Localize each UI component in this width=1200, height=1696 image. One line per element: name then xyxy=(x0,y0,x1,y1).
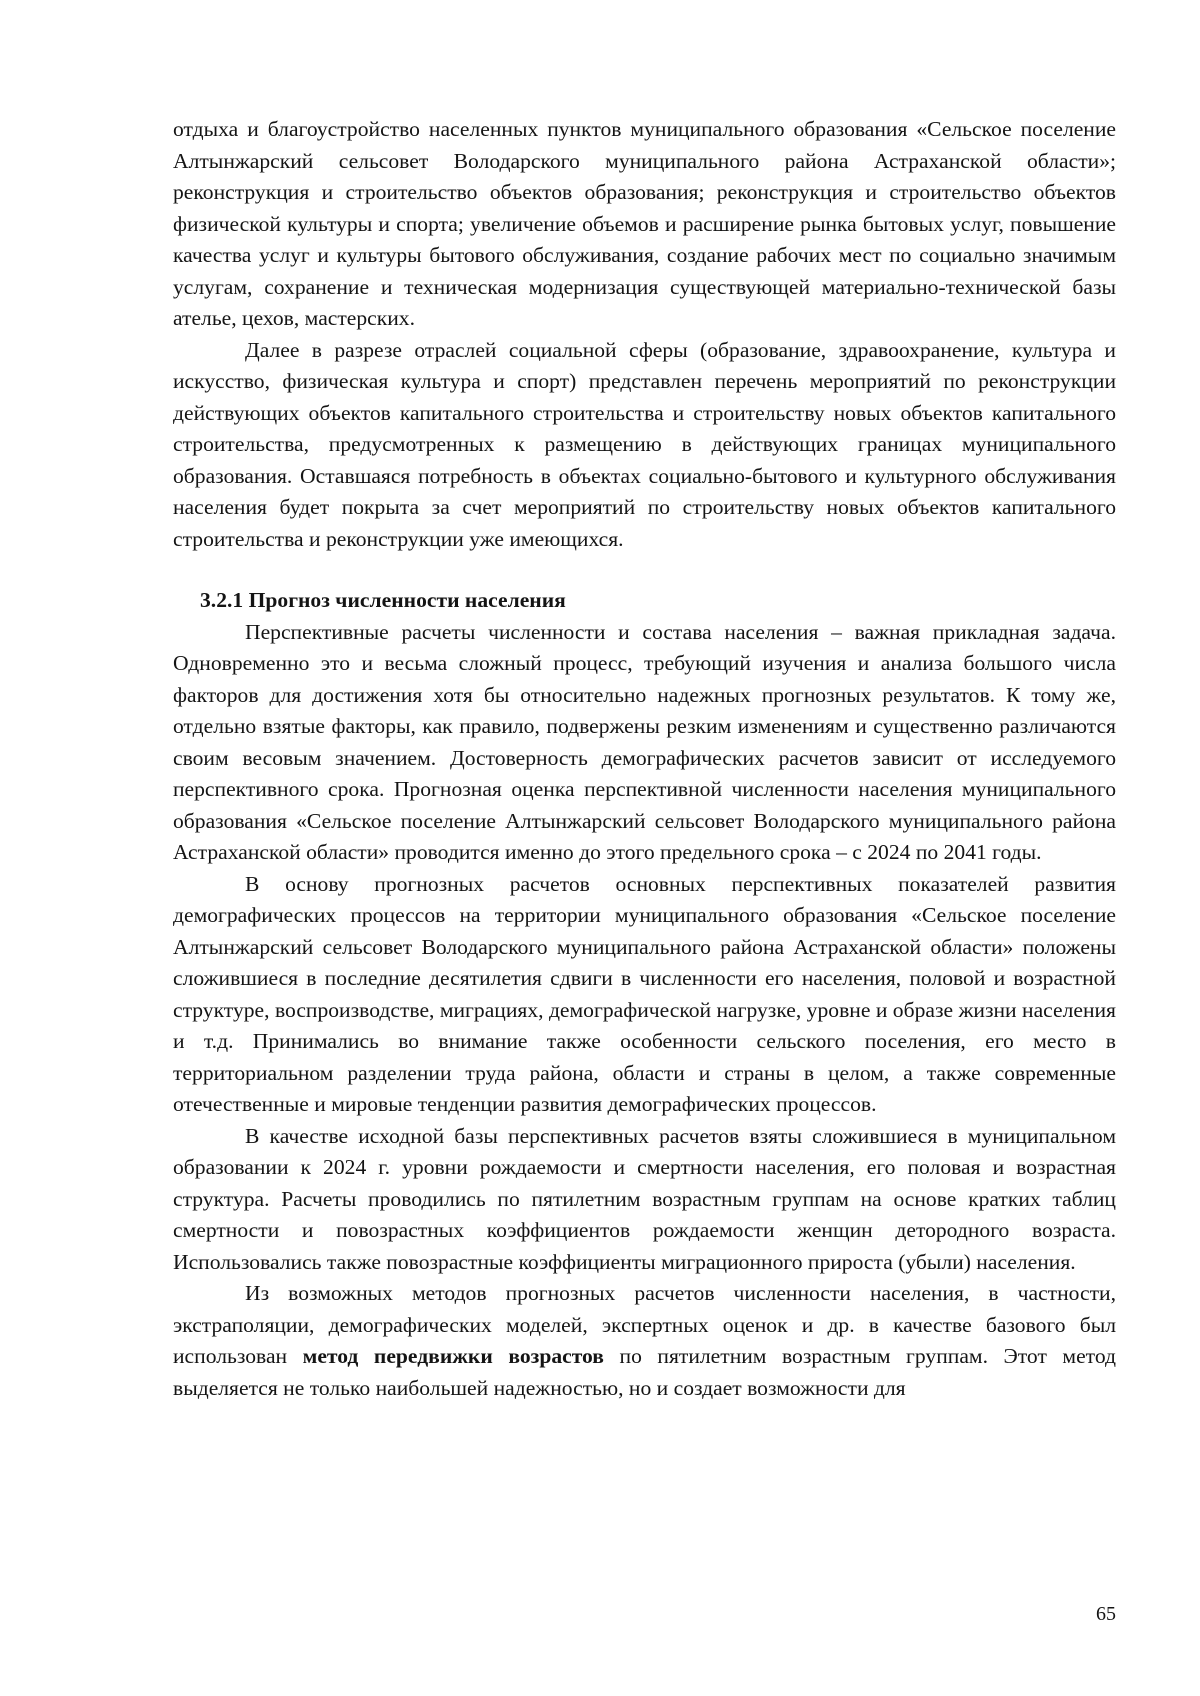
method-name-bold: метод передвижки возрастов xyxy=(302,1344,604,1368)
paragraph-method xyxy=(173,1278,1116,1404)
document-body xyxy=(173,114,1116,1404)
section-spacer xyxy=(173,555,1116,585)
section-heading: 3.2.1 Прогноз численности населения xyxy=(200,588,566,612)
page-number: 65 xyxy=(1096,1603,1116,1625)
paragraph-social-sphere: Далее в разрезе отраслей социальной сферы (образование, здравоохранение, культура и искусство, физическая культура и спорт) представлен перечень мероприятий по реконструкции действующих объектов капитального строительства и строительству новых объектов капитального строительства, предусмотренных к размещению в действующих границах муниципального образования. Оставшаяся потребность в объектах социально-бытового и культурного обслуживания населения будет покрыта за счет мероприятий по строительству новых объектов капитального строительства и реконструкции уже имеющихся. xyxy=(173,337,1116,551)
paragraph-initial-base: В качестве исходной базы перспективных расчетов взяты сложившиеся в муниципальном образовании к 2024 г. уровни рождаемости и смертности населения, его половая и возрастная структура. Расчеты проводились по пятилетним возрастным группам на основе кратких таблиц смертности и повозрастных коэффициентов рождаемости женщин детородного возраста. Использовались также повозрастные коэффициенты миграционного прироста (убыли) населения. xyxy=(173,1123,1116,1274)
paragraph-intro-continuation: отдыха и благоустройство населенных пунктов муниципального образования «Сельское поселение Алтынжарский сельсовет Володарского муниципального района Астраханской области»; реконструкция и строительство объектов образования; реконструкция и строительство объектов физической культуры и спорта; увеличение объемов и расширение рынка бытовых услуг, повышение качества услуг и культуры бытового обслуживания, создание рабочих мест по социально значимым услугам, сохранение и техническая модернизация существующей материально-технической базы ателье, цехов, мастерских. xyxy=(173,117,1116,330)
paragraph-forecast-intro: Перспективные расчеты численности и состава населения – важная прикладная задача. Одновременно это и весьма сложный процесс, требующий изучения и анализа большого числа факторов для достижения хотя бы относительно надежных прогнозных результатов. К тому же, отдельно взятые факторы, как правило, подвержены резким изменениям и существенно различаются своим весовым значением. Достоверность демографических расчетов зависит от исследуемого перспективного срока. Прогнозная оценка перспективной численности населения муниципального образования «Сельское поселение Алтынжарский сельсовет Володарского муниципального района Астраханской области» проводится именно до этого предельного срока – с 2024 по 2041 годы. xyxy=(173,619,1116,864)
method-text-before: Из возможных методов прогнозных расчетов численности населения, в частности, экстраполяции, демографических моделей, экспертных оценок и др. в качестве базового был использован xyxy=(173,1281,1116,1368)
method-text-after: по пятилетним возрастным группам. Этот метод выделяется не только наибольшей надежностью, но и создает возможности для xyxy=(173,1344,1116,1400)
paragraph-forecast-basis: В основу прогнозных расчетов основных перспективных показателей развития демографических процессов на территории муниципального образования «Сельское поселение Алтынжарский сельсовет Володарского муниципального района Астраханской области» положены сложившиеся в последние десятилетия сдвиги в численности его населения, половой и возрастной структуре, воспроизводстве, миграциях, демографической нагрузке, уровне и образе жизни населения и т.д. Принимались во внимание также особенности сельского поселения, его место в территориальном разделении труда района, области и страны в целом, а также современные отечественные и мировые тенденции развития демографических процессов. xyxy=(173,871,1116,1116)
